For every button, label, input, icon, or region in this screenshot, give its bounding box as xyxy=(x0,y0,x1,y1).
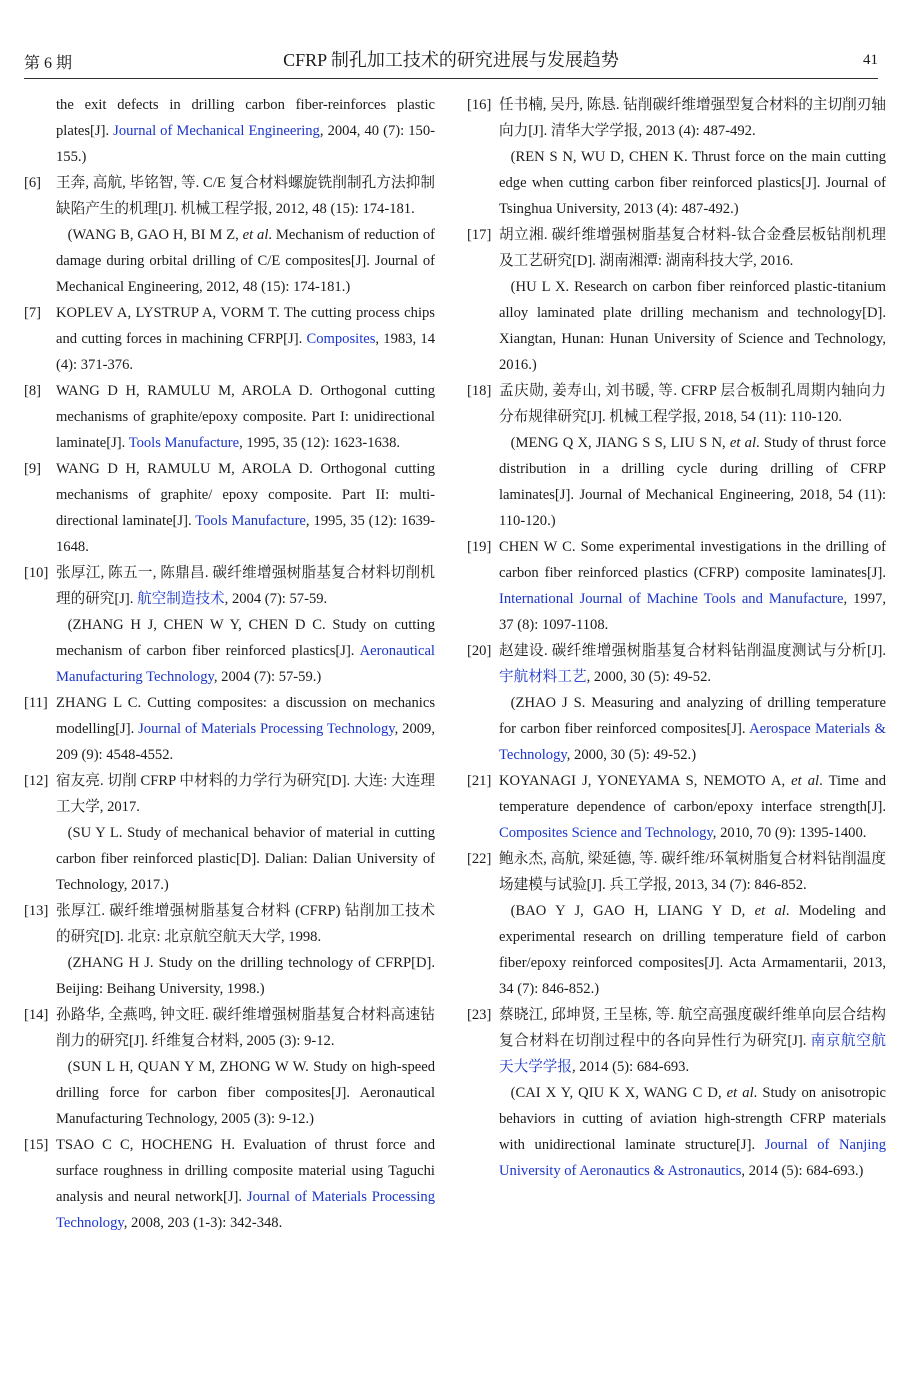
reference-number: [6] xyxy=(24,175,42,191)
reference-number: [8] xyxy=(24,383,42,399)
reference-number: [15] xyxy=(24,1137,49,1153)
reference-number: [23] xyxy=(467,1007,492,1023)
reference-item: [20] 赵建设. 碳纤维增强树脂基复合材料钻削温度测试与分析[J]. 宇航材料工艺, 2000, 30 (5): 49-52. (ZHAO J S. Measuring and analyzing of drilling temperature for carbon fiber reinforced composites[J]. Aerospace Materials & Technology, 2000, 30 (5): 49-52.) xyxy=(467,638,886,768)
journal-link[interactable]: Journal of Materials Processing Technology xyxy=(138,721,395,737)
reference-item: [18] 孟庆勋, 姜寿山, 刘书暖, 等. CFRP 层合板制孔周期内轴向力分布规律研究[J]. 机械工程学报, 2018, 54 (11): 110-120. (MENG Q X, JIANG S S, LIU S N, et al. Study of thrust force distribution in a drilling cycle during drilling of CFRP laminates[J]. Journal of Mechanical Engineering, 2018, 54 (11): 110-120.) xyxy=(467,378,886,534)
journal-link[interactable]: 南京航空航天大学学报 xyxy=(499,1033,886,1075)
reference-number: [12] xyxy=(24,773,49,789)
reference-number: [11] xyxy=(24,695,48,711)
reference-number: [18] xyxy=(467,383,492,399)
journal-link[interactable]: International Journal of Machine Tools and Manufacture xyxy=(499,591,844,607)
reference-item: [16] 任书楠, 吴丹, 陈恳. 钻削碳纤维增强型复合材料的主切削刃轴向力[J]. 清华大学学报, 2013 (4): 487-492. (REN S N, WU D, CHEN K. Thrust force on the main cutting edge when cutting carbon fiber reinforced plastics[J]. Journal of Tsinghua University, 2013 (4): 487-492.) xyxy=(467,92,886,222)
reference-item: [14] 孙路华, 全燕鸣, 钟文旺. 碳纤维增强树脂基复合材料高速钻削力的研究[J]. 纤维复合材料, 2005 (3): 9-12. (SUN L H, QUAN Y M, ZHONG W W. Study on high-speed drilling force for carbon fiber composites[J]. Aeronautical Manufacturing Technology, 2005 (3): 9-12.) xyxy=(24,1002,435,1132)
journal-link[interactable]: 航空制造技术 xyxy=(137,591,225,607)
journal-link[interactable]: Tools Manufacture xyxy=(128,435,240,451)
reference-item: [9] WANG D H, RAMULU M, AROLA D. Orthogonal cutting mechanisms of graphite/ epoxy composite. Part II: multi-directional laminate[J]. Tools Manufacture, 1995, 35 (12): 1639-1648. xyxy=(24,456,435,560)
reference-number: [7] xyxy=(24,305,42,321)
reference-number: [21] xyxy=(467,773,492,789)
reference-number: [17] xyxy=(467,227,492,243)
reference-item: [12] 宿友亮. 切削 CFRP 中材料的力学行为研究[D]. 大连: 大连理工大学, 2017. (SU Y L. Study of mechanical behavior of material in cutting carbon fiber reinforced plastic[D]. Dalian: Dalian University of Technology, 2017.) xyxy=(24,768,435,898)
reference-number: [16] xyxy=(467,97,492,113)
reference-number: [22] xyxy=(467,851,492,867)
journal-link[interactable]: Aeronautical Manufacturing Technology xyxy=(56,643,435,685)
reference-item: [17] 胡立湘. 碳纤维增强树脂基复合材料-钛合金叠层板钻削机理及工艺研究[D]. 湖南湘潭: 湖南科技大学, 2016. (HU L X. Research on carbon fiber reinforced plastic-titanium alloy laminated plate drilling mechanism and technology[D]. Xiangtan, Hunan: Hunan University of Science and Technology, 2016.) xyxy=(467,222,886,378)
running-header xyxy=(24,44,878,79)
page-number: 41 xyxy=(863,52,878,68)
reference-number: [20] xyxy=(467,643,492,659)
reference-column-left xyxy=(24,92,435,1236)
reference-item: [8] WANG D H, RAMULU M, AROLA D. Orthogonal cutting mechanisms of graphite/epoxy composite. Part I: unidirectional laminate[J]. Tools Manufacture, 1995, 35 (12): 1623-1638. xyxy=(24,378,435,456)
reference-item: [13] 张厚江. 碳纤维增强树脂基复合材料 (CFRP) 钻削加工技术的研究[D]. 北京: 北京航空航天大学, 1998. (ZHANG H J. Study on the drilling technology of CFRP[D]. Beijing: Beihang University, 1998.) xyxy=(24,898,435,1002)
journal-link[interactable]: Composites Science and Technology xyxy=(499,825,713,841)
reference-item: [23] 蔡晓江, 邱坤贤, 王呈栋, 等. 航空高强度碳纤维单向层合结构复合材料在切削过程中的各向异性行为研究[J]. 南京航空航天大学学报, 2014 (5): 684-693. (CAI X Y, QIU K X, WANG C D, et al. Study on anisotropic behaviors in cutting of aviation high-strength CFRP materials with unidirectional laminate structure[J]. Journal of Nanjing University of Aeronautics & Astronautics, 2014 (5): 684-693.) xyxy=(467,1002,886,1184)
journal-link[interactable]: Composites xyxy=(306,331,376,347)
reference-item: [15] TSAO C C, HOCHENG H. Evaluation of thrust force and surface roughness in drilling composite material using Taguchi analysis and neural network[J]. Journal of Materials Processing Technology, 2008, 203 (1-3): 342-348. xyxy=(24,1132,435,1236)
reference-item: [21] KOYANAGI J, YONEYAMA S, NEMOTO A, et al. Time and temperature dependence of carbon/epoxy interface strength[J]. Composites Science and Technology, 2010, 70 (9): 1395-1400. xyxy=(467,768,886,846)
journal-link[interactable]: 宇航材料工艺 xyxy=(499,669,587,685)
running-title: CFRP 制孔加工技术的研究进展与发展趋势 xyxy=(283,50,619,70)
reference-item: [10] 张厚江, 陈五一, 陈鼎昌. 碳纤维增强树脂基复合材料切削机理的研究[J]. 航空制造技术, 2004 (7): 57-59. (ZHANG H J, CHEN W Y, CHEN D C. Study on cutting mechanism of carbon fiber reinforced plastics[J]. Aeronautical Manufacturing Technology, 2004 (7): 57-59.) xyxy=(24,560,435,690)
reference-item: [7] KOPLEV A, LYSTRUP A, VORM T. The cutting process chips and cutting forces in machining CFRP[J]. Composites, 1983, 14 (4): 371-376. xyxy=(24,300,435,378)
reference-item: [6] 王奔, 高航, 毕铭智, 等. C/E 复合材料螺旋铣削制孔方法抑制缺陷产生的机理[J]. 机械工程学报, 2012, 48 (15): 174-181. (WANG B, GAO H, BI M Z, et al. Mechanism of reduction of damage during orbital drilling of C/E composites[J]. Journal of Mechanical Engineering, 2012, 48 (15): 174-181.) xyxy=(24,170,435,300)
reference-item: [19] CHEN W C. Some experimental investigations in the drilling of carbon fiber reinforced plastics (CFRP) composite laminates[J]. International Journal of Machine Tools and Manufacture, 1997, 37 (8): 1097-1108. xyxy=(467,534,886,638)
reference-continuation: the exit defects in drilling carbon fiber-reinforces plastic plates[J]. Journal of Mechanical Engineering, 2004, 40 (7): 150-155.) xyxy=(56,97,436,165)
reference-column-right xyxy=(467,92,886,1184)
reference-number: [14] xyxy=(24,1007,49,1023)
journal-link[interactable]: Journal of Mechanical Engineering xyxy=(113,123,320,139)
journal-link[interactable]: Tools Manufacture xyxy=(195,513,306,529)
issue-number: 第 6 期 xyxy=(24,55,73,72)
reference-item: [22] 鲍永杰, 高航, 梁延德, 等. 碳纤维/环氧树脂复合材料钻削温度场建模与试验[J]. 兵工学报, 2013, 34 (7): 846-852. (BAO Y J, GAO H, LIANG Y D, et al. Modeling and experimental research on drilling temperature field of carbon fiber/epoxy reinforced composites[J]. Acta Armamentarii, 2013, 34 (7): 846-852.) xyxy=(467,846,886,1002)
journal-link[interactable]: Journal of Nanjing University of Aeronautics & Astronautics xyxy=(499,1137,886,1179)
reference-number: [9] xyxy=(24,461,42,477)
reference-number: [19] xyxy=(467,539,492,555)
reference-number: [10] xyxy=(24,565,49,581)
reference-number: [13] xyxy=(24,903,49,919)
journal-link[interactable]: Journal of Materials Processing Technology xyxy=(56,1189,435,1231)
reference-item: [11] ZHANG L C. Cutting composites: a discussion on mechanics modelling[J]. Journal of Materials Processing Technology, 2009, 209 (9): 4548-4552. xyxy=(24,690,435,768)
journal-link[interactable]: Aerospace Materials & Technology xyxy=(499,721,886,763)
